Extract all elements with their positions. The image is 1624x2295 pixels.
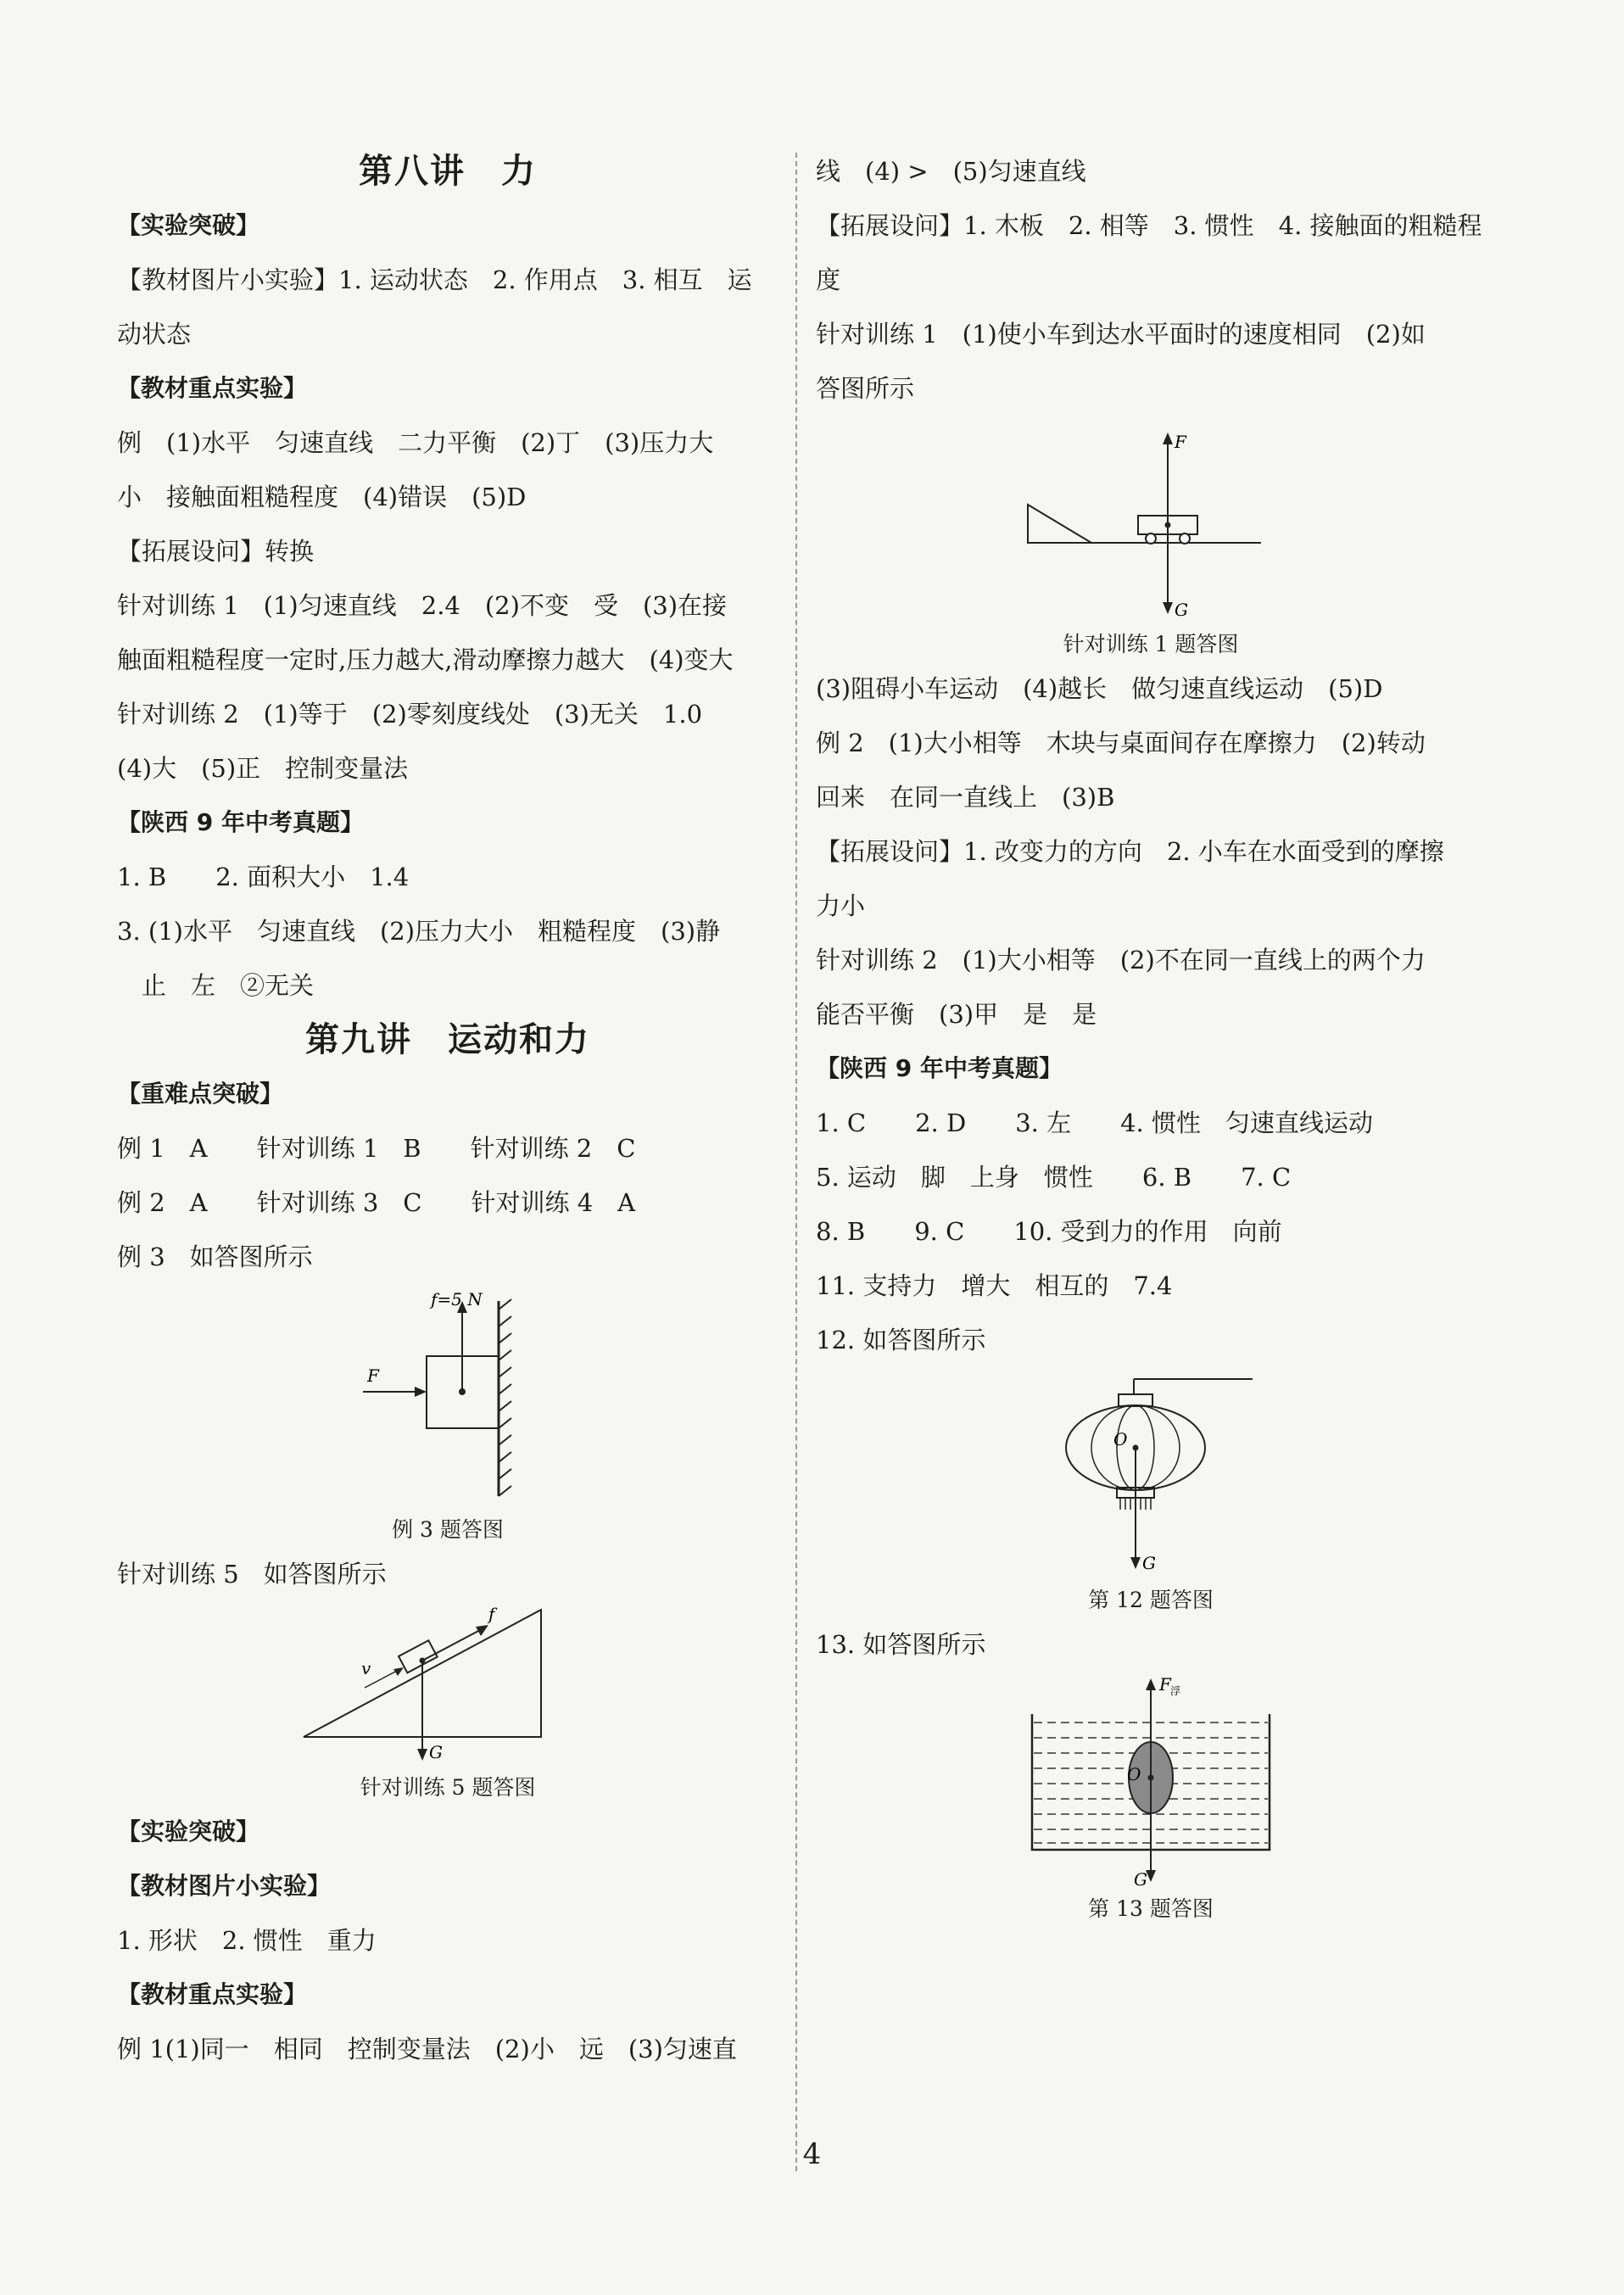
answer-line: 例 3 如答图所示 (117, 1242, 313, 1271)
section-heading: 【实验突破】 (117, 211, 260, 239)
answer-line: 触面粗糙程度一定时,压力越大,滑动摩擦力越大 (4)变大 (117, 645, 734, 674)
answer-line: 例 1(1)同一 相同 控制变量法 (2)小 远 (3)匀速直 (117, 2035, 737, 2063)
figure-caption: 针对训练 5 题答图 (360, 1775, 536, 1800)
gravity-label: G (1142, 1553, 1156, 1573)
figure-caption: 第 13 题答图 (1088, 1896, 1214, 1921)
answer-line: (3)阻碍小车运动 (4)越长 做匀速直线运动 (5)D (816, 674, 1383, 703)
section-heading: 【实验突破】 (117, 1818, 260, 1845)
force-label: F (367, 1365, 379, 1386)
answer-line: 【拓展设问】1. 木板 2. 相等 3. 惯性 4. 接触面的粗糙程 (816, 211, 1482, 240)
answer-line: 例 2 A 针对训练 3 C 针对训练 4 A (117, 1188, 636, 1217)
lantern-diagram (1024, 1367, 1278, 1583)
answer-line: 针对训练 2 (1)大小相等 (2)不在同一直线上的两个力 (816, 946, 1426, 974)
gravity-label: G (1134, 1869, 1147, 1890)
answer-line: 动状态 (117, 320, 192, 349)
figure-caption: 第 12 题答图 (1088, 1588, 1214, 1612)
right-column (816, 144, 1486, 1926)
section-heading: 【教材重点实验】 (117, 374, 308, 402)
answer-line: 【教材图片小实验】1. 运动状态 2. 作用点 3. 相互 运 (117, 265, 752, 294)
training-1-figure (816, 416, 1486, 662)
training-5-figure (117, 1601, 779, 1805)
figure-caption: 例 3 题答图 (392, 1517, 504, 1542)
center-label: O (1113, 1429, 1128, 1449)
page-number: 4 (802, 2137, 822, 2171)
friction-label: f=5 N (431, 1289, 483, 1309)
support-force-label: F (1175, 432, 1186, 452)
lecture-8-title: 第八讲 力 (359, 152, 537, 191)
section-heading: 【陕西 9 年中考真题】 (117, 808, 364, 836)
gravity-label: G (1175, 600, 1188, 620)
incline-diagram (295, 1601, 600, 1771)
section-heading: 【重难点突破】 (117, 1080, 284, 1108)
section-heading: 【陕西 9 年中考真题】 (816, 1054, 1063, 1082)
answer-line: 13. 如答图所示 (816, 1630, 986, 1659)
wall-block-diagram (321, 1284, 575, 1513)
example-3-figure (117, 1284, 779, 1547)
question-13-figure (816, 1672, 1486, 1926)
figure-caption: 针对训练 1 题答图 (1063, 632, 1239, 656)
answer-line: 1. B 2. 面积大小 1.4 (117, 863, 410, 891)
answer-line: 针对训练 1 (1)匀速直线 2.4 (2)不变 受 (3)在接 (117, 591, 728, 620)
answer-line: 针对训练 5 如答图所示 (117, 1560, 387, 1589)
answer-line: 【拓展设问】1. 改变力的方向 2. 小车在水面受到的摩擦 (816, 837, 1444, 866)
answer-line: 8. B 9. C 10. 受到力的作用 向前 (816, 1217, 1282, 1246)
center-label: O (1127, 1764, 1141, 1784)
answer-line: 11. 支持力 增大 相互的 7.4 (816, 1271, 1173, 1300)
answer-line: 1. 形状 2. 惯性 重力 (117, 1926, 377, 1955)
answer-line: 止 左 ②无关 (117, 971, 315, 1000)
gravity-label: G (429, 1742, 443, 1762)
velocity-label: v (361, 1658, 371, 1678)
answer-line: 力小 (816, 891, 866, 920)
answer-line: 针对训练 2 (1)等于 (2)零刻度线处 (3)无关 1.0 (117, 700, 703, 729)
left-column (117, 144, 779, 2076)
answer-line: 小 接触面粗糙程度 (4)错误 (5)D (117, 483, 527, 511)
section-heading: 【教材图片小实验】 (117, 1872, 332, 1900)
answer-line: 例 2 (1)大小相等 木块与桌面间存在摩擦力 (2)转动 (816, 729, 1426, 757)
section-heading: 【教材重点实验】 (117, 1980, 308, 2008)
answer-line: 例 1 A 针对训练 1 B 针对训练 2 C (117, 1134, 636, 1163)
answer-line: 例 (1)水平 匀速直线 二力平衡 (2)丁 (3)压力大 (117, 428, 714, 457)
buoyancy-subscript: 浮 (1170, 1685, 1181, 1697)
lecture-9-title: 第九讲 运动和力 (305, 1020, 590, 1059)
answer-line: 【拓展设问】转换 (117, 537, 315, 566)
column-divider (795, 153, 797, 2171)
buoyancy-diagram (1015, 1672, 1286, 1892)
answer-line: 5. 运动 脚 上身 惯性 6. B 7. C (816, 1163, 1292, 1192)
answer-line: 回来 在同一直线上 (3)B (816, 783, 1115, 812)
answer-line: (4)大 (5)正 控制变量法 (117, 754, 409, 783)
question-12-figure (816, 1367, 1486, 1617)
answer-line: 1. C 2. D 3. 左 4. 惯性 匀速直线运动 (816, 1108, 1373, 1137)
buoyancy-label: F (1159, 1674, 1171, 1695)
answer-line: 12. 如答图所示 (816, 1326, 986, 1354)
answer-line: 针对训练 1 (1)使小车到达水平面时的速度相同 (2)如 (816, 320, 1426, 349)
answer-line: 线 (4) > (5)匀速直线 (816, 157, 1086, 186)
answer-line: 3. (1)水平 匀速直线 (2)压力大小 粗糙程度 (3)静 (117, 917, 721, 946)
answer-line: 能否平衡 (3)甲 是 是 (816, 1000, 1097, 1029)
cart-ramp-diagram (1024, 416, 1278, 628)
answer-line: 度 (816, 265, 841, 294)
answer-line: 答图所示 (816, 374, 915, 403)
friction-label: f (488, 1604, 495, 1624)
